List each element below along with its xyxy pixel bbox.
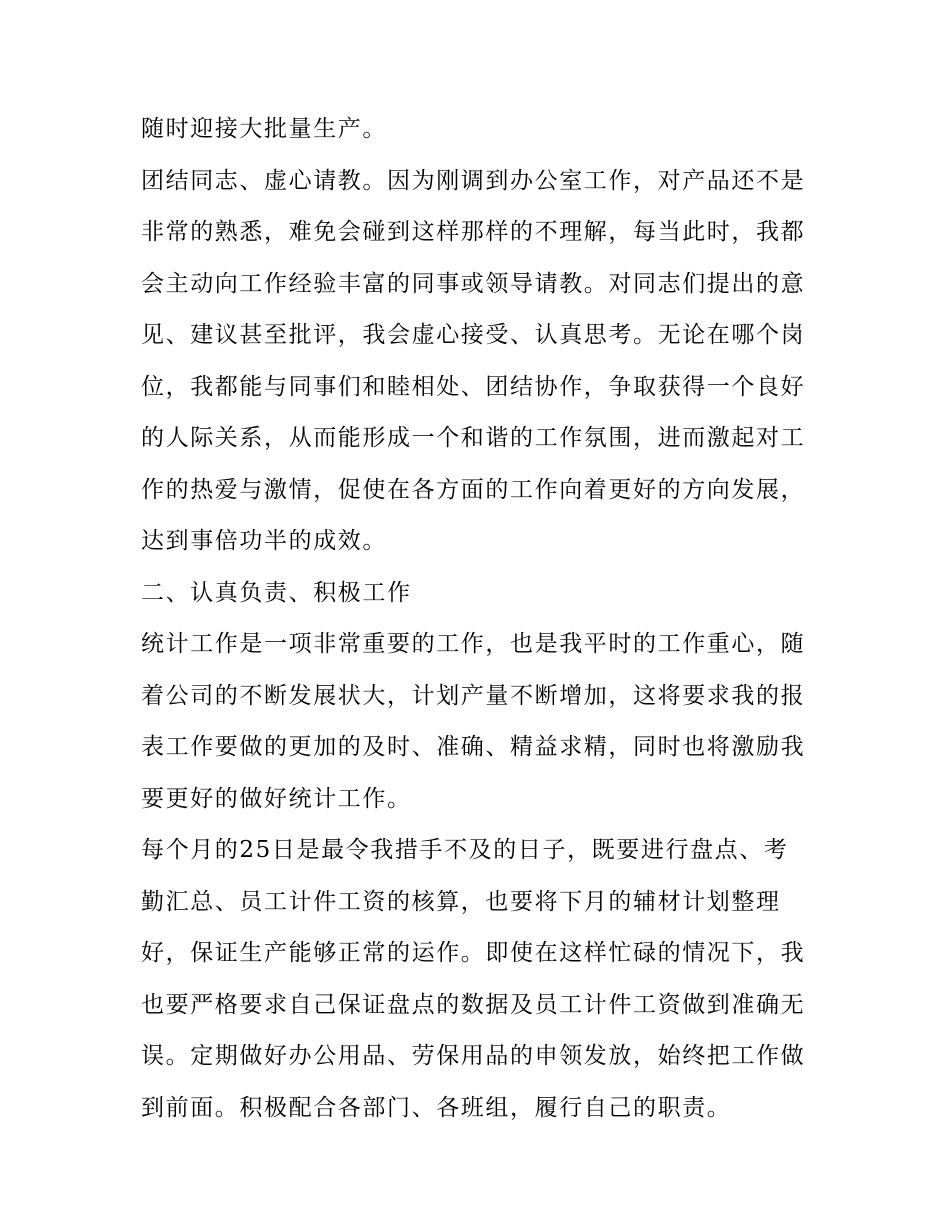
text-line: 表工作要做的更加的及时、准确、精益求精，同时也将激励我 bbox=[141, 734, 806, 760]
text-line: 要更好的做好统计工作。 bbox=[141, 785, 412, 812]
section-heading: 二、认真负责、积极工作 bbox=[141, 579, 412, 606]
text-line: 非常的熟悉，难免会碰到这样那样的不理解，每当此时，我都 bbox=[141, 219, 806, 245]
text-line: 的人际关系，从而能形成一个和谐的工作氛围，进而激起对工 bbox=[141, 425, 806, 451]
text-line: 达到事倍功半的成效。 bbox=[141, 528, 387, 554]
text-line: 位，我都能与同事们和睦相处、团结协作，争取获得一个良好 bbox=[141, 373, 806, 400]
text-line: 随时迎接大批量生产。 bbox=[141, 116, 387, 142]
text-line: 每个月的25日是最令我措手不及的日子，既要进行盘点、考 bbox=[141, 837, 789, 863]
document-body bbox=[141, 104, 813, 1134]
text-line: 统计工作是一项非常重要的工作，也是我平时的工作重心，随 bbox=[141, 631, 806, 657]
text-line: 会主动向工作经验丰富的同事或领导请教。对同志们提出的意 bbox=[141, 270, 806, 297]
text-line: 勤汇总、员工计件工资的核算，也要将下月的辅材计划整理 bbox=[141, 888, 781, 915]
text-line: 作的热爱与激情，促使在各方面的工作向着更好的方向发展， bbox=[141, 476, 806, 503]
text-line: 也要严格要求自己保证盘点的数据及员工计件工资做到准确无 bbox=[141, 991, 806, 1018]
text-line: 好，保证生产能够正常的运作。即使在这样忙碌的情况下，我 bbox=[141, 940, 806, 966]
text-line: 误。定期做好办公用品、劳保用品的申领发放，始终把工作做 bbox=[141, 1043, 806, 1069]
text-line: 着公司的不断发展状大，计划产量不断增加，这将要求我的报 bbox=[141, 682, 806, 709]
text-line: 见、建议甚至批评，我会虚心接受、认真思考。无论在哪个岗 bbox=[141, 322, 806, 348]
text-line: 到前面。积极配合各部门、各班组，履行自己的职责。 bbox=[141, 1094, 732, 1121]
text-line: 团结同志、虚心请教。因为刚调到办公室工作，对产品还不是 bbox=[141, 167, 806, 194]
